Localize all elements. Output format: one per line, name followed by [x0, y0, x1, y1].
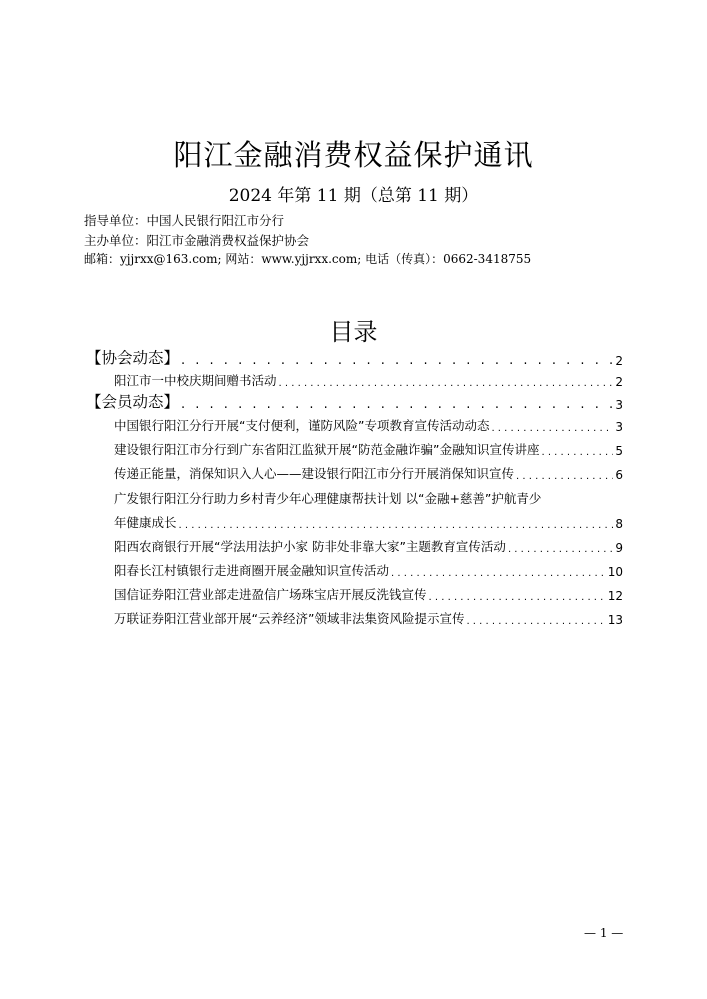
toc-entry-line1[interactable] [114, 489, 623, 507]
toc-page-number: 3 [615, 398, 623, 412]
toc-entry[interactable] [114, 609, 623, 627]
toc-section-members[interactable] [86, 390, 623, 412]
issue-number: 2024 年第 11 期（总第 11 期） [228, 186, 479, 206]
contact-info: 邮箱：yjjrxx@163.com; 网站：www.yjjrxx.com; 电话（传真）：0662-3418755 [84, 252, 532, 266]
toc-entry[interactable] [114, 464, 623, 482]
toc-entry-label: 广发银行阳江分行助力乡村青少年心理健康帮扶计划 以“金融+慈善”护航青少 [114, 491, 542, 506]
toc-entry-label: 阳江市一中校庆期间赠书活动 [114, 373, 277, 388]
page-number: — 1 — [584, 926, 624, 940]
toc-entry-label: 中国银行阳江分行开展“支付便利，谨防风险”专项教育宣传活动动态 [114, 418, 490, 433]
toc-page-number: 6 [615, 468, 623, 482]
toc-entry-label: 传递正能量，消保知识入人心——建设银行阳江市分行开展消保知识宣传 [114, 466, 515, 481]
toc-section-label: 【协会动态】 [86, 349, 180, 367]
toc-page-number: 13 [607, 613, 623, 627]
toc-section-label: 【会员动态】 [86, 393, 180, 411]
toc-entry[interactable] [114, 440, 623, 458]
toc-entry[interactable] [114, 537, 623, 555]
toc-page-number: 12 [607, 589, 623, 603]
leader-dots [181, 353, 613, 368]
leader-dots [508, 544, 613, 555]
toc-section-association[interactable] [86, 346, 623, 368]
toc-entry[interactable] [114, 561, 623, 579]
toc-page-number: 2 [615, 375, 623, 389]
toc-entry-label: 建设银行阳江市分行到广东省阳江监狱开展“防范金融诈骗”金融知识宣传讲座 [114, 442, 540, 457]
toc-entry-label: 国信证券阳江营业部走进盈信广场珠宝店开展反洗钱宣传 [114, 587, 427, 602]
toc-page-number: 3 [615, 420, 623, 434]
host-unit: 主办单位：阳江市金融消费权益保护协会 [84, 233, 310, 248]
leader-dots [429, 592, 606, 603]
toc-page-number: 8 [615, 517, 623, 531]
leader-dots [279, 378, 614, 389]
toc-entry-label: 阳春长江村镇银行走进商圈开展金融知识宣传活动 [114, 563, 390, 578]
leader-dots [491, 423, 613, 434]
leader-dots [516, 471, 613, 482]
toc-entry[interactable] [114, 371, 623, 389]
toc-page-number: 2 [615, 354, 623, 368]
toc-page-number: 5 [615, 444, 623, 458]
toc-entry-label: 阳西农商银行开展“学法用法护小家 防非处非靠大家”主题教育宣传活动 [114, 539, 506, 554]
toc-page-number: 9 [615, 541, 623, 555]
toc-title: 目录 [329, 318, 378, 346]
leader-dots [391, 568, 606, 579]
leader-dots [541, 447, 613, 458]
toc-entry[interactable] [114, 585, 623, 603]
toc-entry-label: 万联证券阳江营业部开展“云养经济”领域非法集资风险提示宣传 [114, 611, 465, 626]
leader-dots [466, 616, 605, 627]
leader-dots [181, 397, 613, 412]
toc-entry-label: 年健康成长 [114, 515, 177, 530]
guide-unit: 指导单位：中国人民银行阳江市分行 [84, 213, 285, 228]
toc-entry[interactable] [114, 416, 623, 434]
toc-page-number: 10 [607, 565, 623, 579]
leader-dots [179, 520, 614, 531]
newsletter-title: 阳江金融消费权益保护通讯 [173, 138, 534, 172]
toc-entry[interactable] [114, 513, 623, 531]
